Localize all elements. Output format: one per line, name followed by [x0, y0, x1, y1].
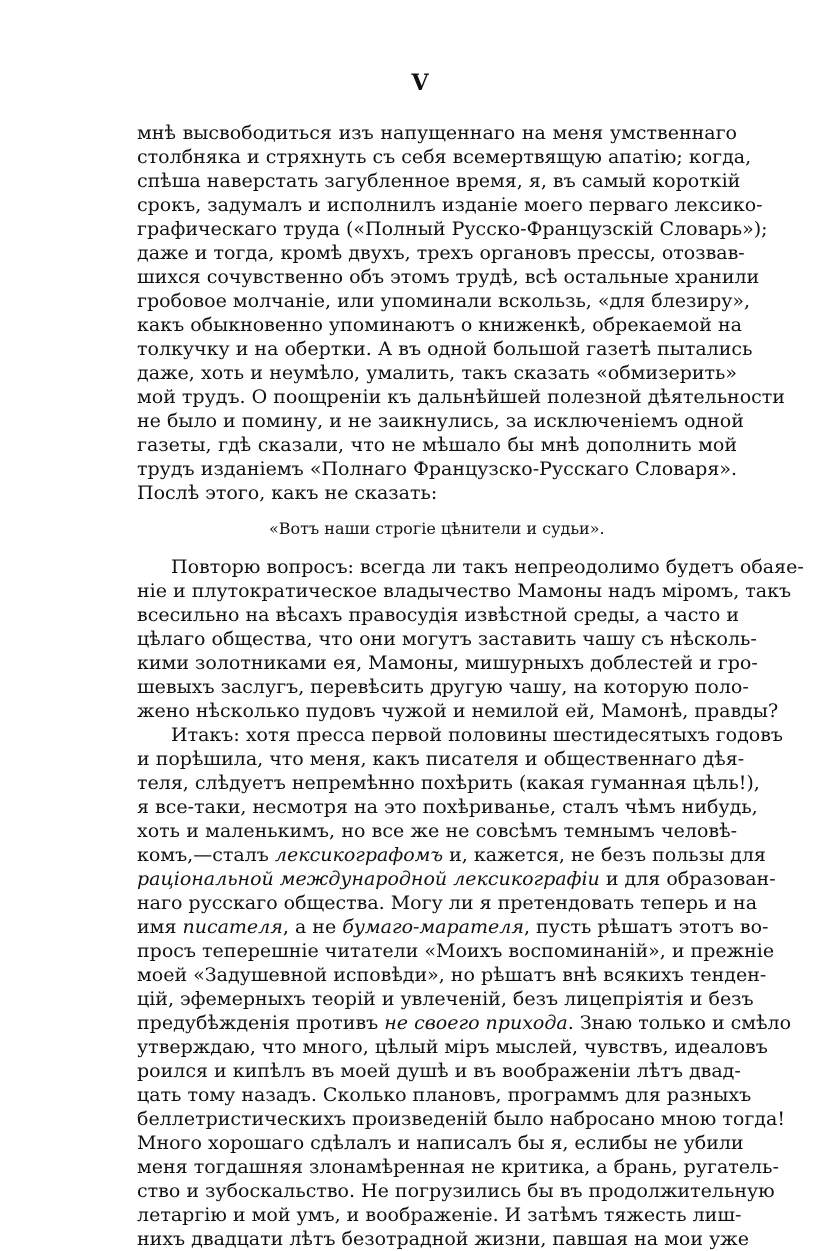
- text-line: мой трудъ. О поощреніи къ дальнѣйшей полезной дѣятельности: [137, 386, 785, 408]
- text-line: шевыхъ заслугъ, перевѣсить другую чашу, на которую поло-: [137, 676, 749, 698]
- text-line: цѣлаго общества, что они могутъ заставить чашу съ нѣсколь-: [137, 628, 757, 650]
- text-line: даже и тогда, кромѣ двухъ, трехъ органовъ прессы, отозвав-: [137, 242, 745, 264]
- text-line: цій, эфемерныхъ теорій и увлеченій, безъ лицепріятія и безъ: [137, 988, 754, 1010]
- paragraph-3: [137, 723, 792, 1251]
- epigraph-quote: «Вотъ наши строгіе цѣнители и судьи».: [269, 519, 605, 538]
- text-line: [137, 915, 769, 939]
- text-line: и порѣшила, что меня, какъ писателя и общественнаго дѣя-: [137, 748, 745, 770]
- text-line: меня тогдашняя злонамѣренная не критика, а брань, ругатель-: [137, 1156, 779, 1178]
- text-line: роился и кипѣлъ въ моей душѣ и въ воображеніи лѣтъ двад-: [137, 1060, 741, 1082]
- italic-term: лексикографомъ: [274, 844, 444, 866]
- text-line: Повторю вопросъ: всегда ли такъ непреодолимо будетъ обаяе-: [171, 556, 804, 578]
- text-line: столбняка и стряхнуть съ себя всемертвящую апатію; когда,: [137, 146, 752, 168]
- text-line: какъ обыкновенно упоминаютъ о книженкѣ, обрекаемой на: [137, 314, 742, 336]
- text-line: нихъ двадцати лѣтъ безотрадной жизни, павшая на мои уже: [137, 1228, 749, 1250]
- text-line: Итакъ: хотя пресса первой половины шестидесятыхъ годовъ: [171, 724, 784, 746]
- text-line: просъ теперешніе читатели «Моихъ воспоминаній», и прежніе: [137, 940, 775, 962]
- italic-term: не своего прихода: [384, 1012, 568, 1034]
- text-line: летаргію и мой умъ, и воображеніе. И затѣмъ тяжесть лиш-: [137, 1204, 742, 1226]
- italic-term: бумаго-марателя: [342, 916, 524, 938]
- text-line: наго русскаго общества. Могу ли я претендовать теперь и на: [137, 892, 758, 914]
- text-line: кими золотниками ея, Мамоны, мишурныхъ доблестей и гро-: [137, 652, 758, 674]
- text-line: хоть и маленькимъ, но все же не совсѣмъ темнымъ человѣ-: [137, 820, 737, 842]
- text-line: утверждаю, что много, цѣлый міръ мыслей, чувствъ, идеаловъ: [137, 1036, 768, 1058]
- text-line: [137, 843, 766, 867]
- text-line: Послѣ этого, какъ не сказать:: [137, 482, 438, 504]
- text-line: ство и зубоскальство. Не погрузились бы въ продолжительную: [137, 1180, 775, 1202]
- text-run: предубѣжденія противъ: [137, 1012, 385, 1034]
- text-line: гробовое молчаніе, или упоминали вскользь, «для блезиру»,: [137, 290, 751, 312]
- text-run: комъ,—сталъ: [137, 844, 275, 866]
- text-line: цать тому назадъ. Сколько плановъ, программъ для разныхъ: [137, 1084, 752, 1106]
- text-line: [137, 867, 776, 891]
- text-run: , а не: [282, 916, 343, 938]
- text-run: , пусть рѣшатъ этотъ во-: [523, 916, 769, 938]
- text-line: беллетристическихъ произведеній было набросано мною тогда!: [137, 1108, 785, 1130]
- text-line: толкучку и на обертки. А въ одной большой газетѣ пытались: [137, 338, 753, 360]
- text-line: спѣша наверстать загубленное время, я, въ самый короткій: [137, 170, 741, 192]
- text-line: моей «Задушевной исповѣди», но рѣшатъ внѣ всякихъ тенден-: [137, 964, 767, 986]
- text-line: шихся сочувственно объ этомъ трудѣ, всѣ остальные хранили: [137, 266, 760, 288]
- text-line: я все-таки, несмотря на это похѣриванье, сталъ чѣмъ нибудь,: [137, 796, 758, 818]
- text-line: Много хорошаго сдѣлалъ и написалъ бы я, еслибы не убили: [137, 1132, 744, 1154]
- page-number: V: [411, 70, 429, 96]
- text-line: не было и помину, и не заикнулись, за исключеніемъ одной: [137, 410, 744, 432]
- text-line: графическаго труда («Полный Русско-Французскій Словарь»);: [137, 218, 768, 240]
- text-run: . Знаю только и смѣло: [567, 1012, 792, 1034]
- paragraph-1: [137, 121, 785, 505]
- text-line: мнѣ высвободиться изъ напущеннаго на меня умственнаго: [137, 122, 737, 144]
- text-run: и, кажется, не безъ пользы для: [443, 844, 766, 866]
- paragraph-2: [137, 555, 804, 723]
- text-line: газеты, гдѣ сказали, что не мѣшало бы мнѣ дополнить мой: [137, 434, 737, 456]
- text-line: всесильно на вѣсахъ правосудія извѣстной среды, а часто и: [137, 604, 739, 626]
- text-line: жено нѣсколько пудовъ чужой и немилой ей, Мамонѣ, правды?: [137, 700, 779, 722]
- text-line: теля, слѣдуетъ непремѣнно похѣрить (какая гуманная цѣль!),: [137, 772, 760, 794]
- text-run: имя: [137, 916, 183, 938]
- italic-term: писателя: [182, 916, 283, 938]
- text-line: срокъ, задумалъ и исполнилъ изданіе моего перваго лексико-: [137, 194, 763, 216]
- text-run: и для образован-: [599, 868, 776, 890]
- text-line: ніе и плутократическое владычество Мамоны надъ міромъ, такъ: [137, 580, 792, 602]
- text-line: трудъ изданіемъ «Полнаго Французско-Русскаго Словаря».: [137, 458, 737, 480]
- page-body: [137, 121, 804, 1251]
- italic-term: раціональной международной лексикографіи: [137, 868, 600, 890]
- text-line: даже, хоть и неумѣло, умалить, такъ сказать «обмизерить»: [137, 362, 737, 384]
- text-line: [137, 1011, 792, 1035]
